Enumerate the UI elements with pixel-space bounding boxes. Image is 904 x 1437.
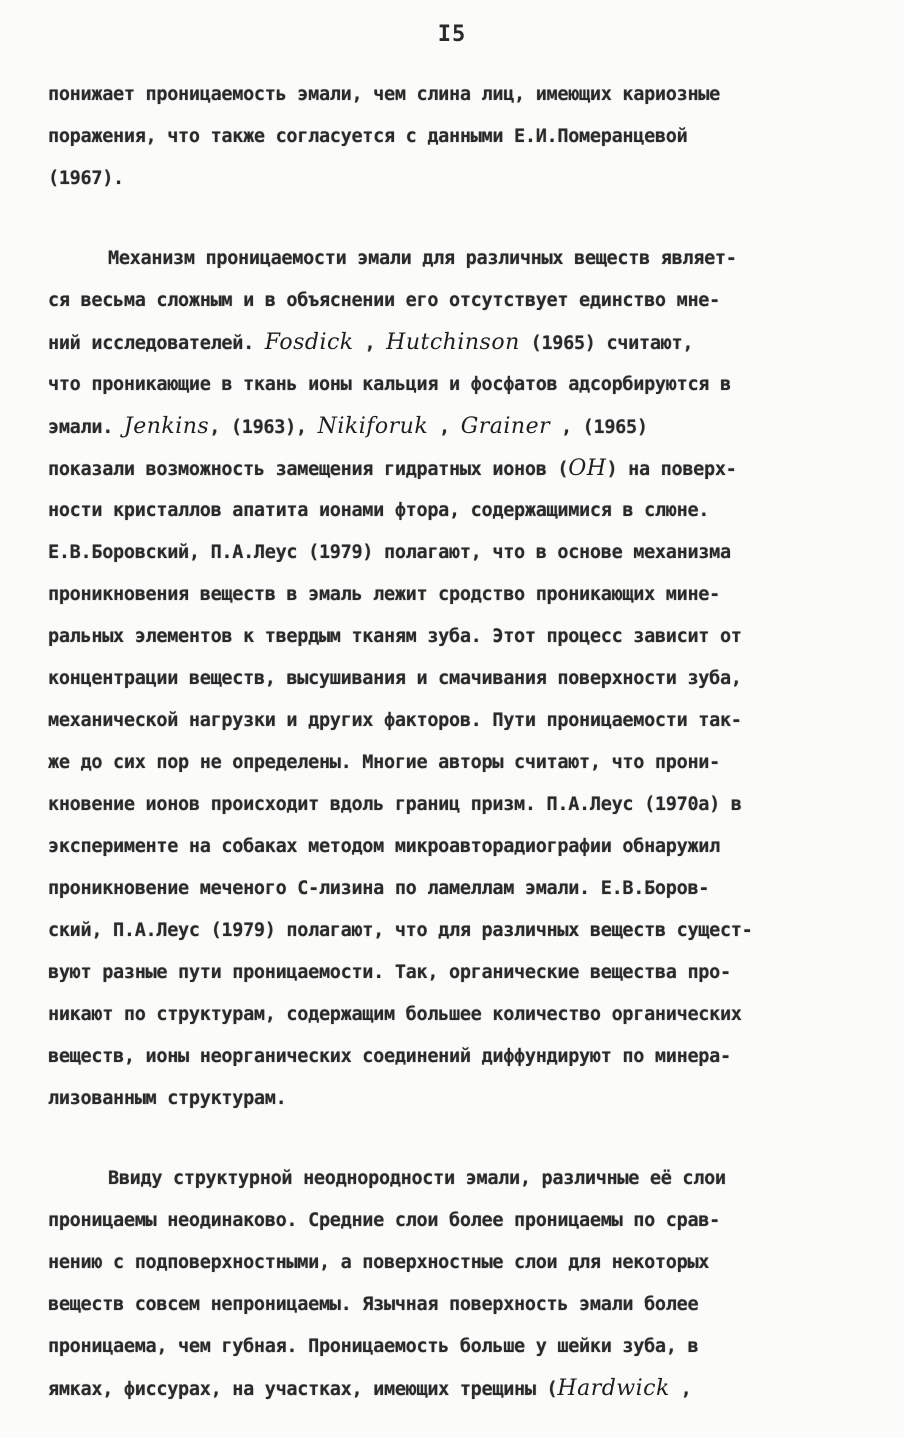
text-line: [48, 1036, 860, 1078]
typed-text: ности кристаллов апатита ионами фтора, содержащимися в слюне.: [48, 500, 710, 521]
handwritten-name: Hardwick: [557, 1376, 670, 1401]
text-line: [48, 116, 860, 158]
typed-text: же до сих пор не определены. Многие авторы считают, что прони-: [48, 752, 720, 773]
text-line: [48, 868, 860, 910]
text-line: [48, 1200, 860, 1242]
typed-text: (1967).: [48, 168, 124, 189]
typed-text: эмали.: [48, 417, 124, 438]
typed-text: показали возможность замещения гидратных ионов (: [48, 459, 569, 480]
handwritten-name: Fosdick: [264, 330, 354, 355]
text-line: [48, 322, 860, 364]
typed-text: (1965) считают,: [519, 333, 694, 354]
text-line: [48, 448, 860, 490]
text-line: [48, 952, 860, 994]
typed-text: кновение ионов происходит вдоль границ призм. П.А.Леус (1970а) в: [48, 794, 742, 815]
text-line: [48, 826, 860, 868]
typed-text: проницаема, чем губная. Проницаемость больше у шейки зуба, в: [48, 1336, 699, 1357]
typed-text: понижает проницаемость эмали, чем слина лиц, имеющих кариозные: [48, 84, 720, 105]
typed-text: что проникающие в ткань ионы кальция и фосфатов адсорбируются в: [48, 374, 731, 395]
typed-text: Ввиду структурной неоднородности эмали, различные её слои: [108, 1168, 726, 1189]
typed-text: ямках, фиссурах, на участках, имеющих трещины (: [48, 1379, 558, 1400]
typed-text: вуют разные пути проницаемости. Так, органические вещества про-: [48, 962, 731, 983]
typed-text: проникновения веществ в эмаль лежит сродство проникающих мине-: [48, 584, 720, 605]
typed-text: концентрации веществ, высушивания и смачивания поверхности зуба,: [48, 668, 742, 689]
text-line: [48, 1158, 860, 1200]
handwritten-name: Jenkins: [123, 414, 210, 439]
text-line: [48, 700, 860, 742]
text-line: [48, 238, 860, 280]
handwritten-name: Hutchinson: [386, 330, 520, 355]
text-line: [48, 1326, 860, 1368]
text-line: [48, 280, 860, 322]
typed-text: , (1963),: [209, 417, 318, 438]
body-text: [48, 74, 860, 1410]
typed-text: , (1965): [550, 417, 648, 438]
handwritten-name: OH: [568, 456, 607, 481]
handwritten-name: Grainer: [460, 414, 551, 439]
text-line: [48, 1284, 860, 1326]
typed-text: ский, П.А.Леус (1979) полагают, что для различных веществ сущест-: [48, 920, 753, 941]
typed-text: веществ, ионы неорганических соединений диффундируют по минера-: [48, 1046, 731, 1067]
typed-text: веществ совсем непроницаемы. Язычная поверхность эмали более: [48, 1294, 699, 1315]
page-number: I5: [437, 22, 467, 47]
text-line: [48, 532, 860, 574]
text-line: [48, 74, 860, 116]
typed-text: ,: [669, 1379, 692, 1400]
typed-text: Механизм проницаемости эмали для различных веществ являет-: [108, 248, 737, 269]
text-line: [48, 490, 860, 532]
handwritten-name: Nikiforuk: [317, 414, 429, 439]
typed-text: проницаемы неодинаково. Средние слои более проницаемы по срав-: [48, 1210, 720, 1231]
typed-text: ся весьма сложным и в объяснении его отсутствует единство мне-: [48, 290, 720, 311]
typed-text: ральных элементов к твердым тканям зуба. Этот процесс зависит от: [48, 626, 742, 647]
text-line: [48, 658, 860, 700]
typed-text: поражения, что также согласуется с данными Е.И.Помеpанцевой: [48, 126, 688, 147]
text-line: [48, 158, 860, 200]
text-line: [48, 910, 860, 952]
typed-text: ,: [428, 417, 461, 438]
typed-text: ) на поверх-: [606, 459, 737, 480]
text-line: [48, 784, 860, 826]
typed-text: механической нагрузки и других факторов. Пути проницаемости так-: [48, 710, 742, 731]
typed-text: эксперименте на собаках методом микроавторадиографии обнаружил: [48, 836, 720, 857]
text-line: [48, 994, 860, 1036]
typed-text: никают по структурам, содержащим большее количество органических: [48, 1004, 742, 1025]
text-line: [48, 1242, 860, 1284]
typed-text: ,: [353, 333, 387, 354]
paragraph-gap: [48, 200, 860, 238]
text-line: [48, 616, 860, 658]
text-line: [48, 406, 860, 448]
text-line: [48, 1078, 860, 1120]
paragraph-gap: [48, 1120, 860, 1158]
text-line: [48, 1368, 860, 1410]
typed-text: проникновение меченого С-лизина по ламеллам эмали. Е.В.Боров-: [48, 878, 710, 899]
typed-text: нению с подповерхностными, а поверхностные слои для некоторых: [48, 1252, 710, 1273]
typed-text: Е.В.Боровский, П.А.Леус (1979) полагают, что в основе механизма: [48, 542, 731, 563]
text-line: [48, 574, 860, 616]
typed-text: лизованным структурам.: [48, 1088, 287, 1109]
text-line: [48, 742, 860, 784]
text-line: [48, 364, 860, 406]
typed-text: ний исследователей.: [48, 333, 265, 354]
